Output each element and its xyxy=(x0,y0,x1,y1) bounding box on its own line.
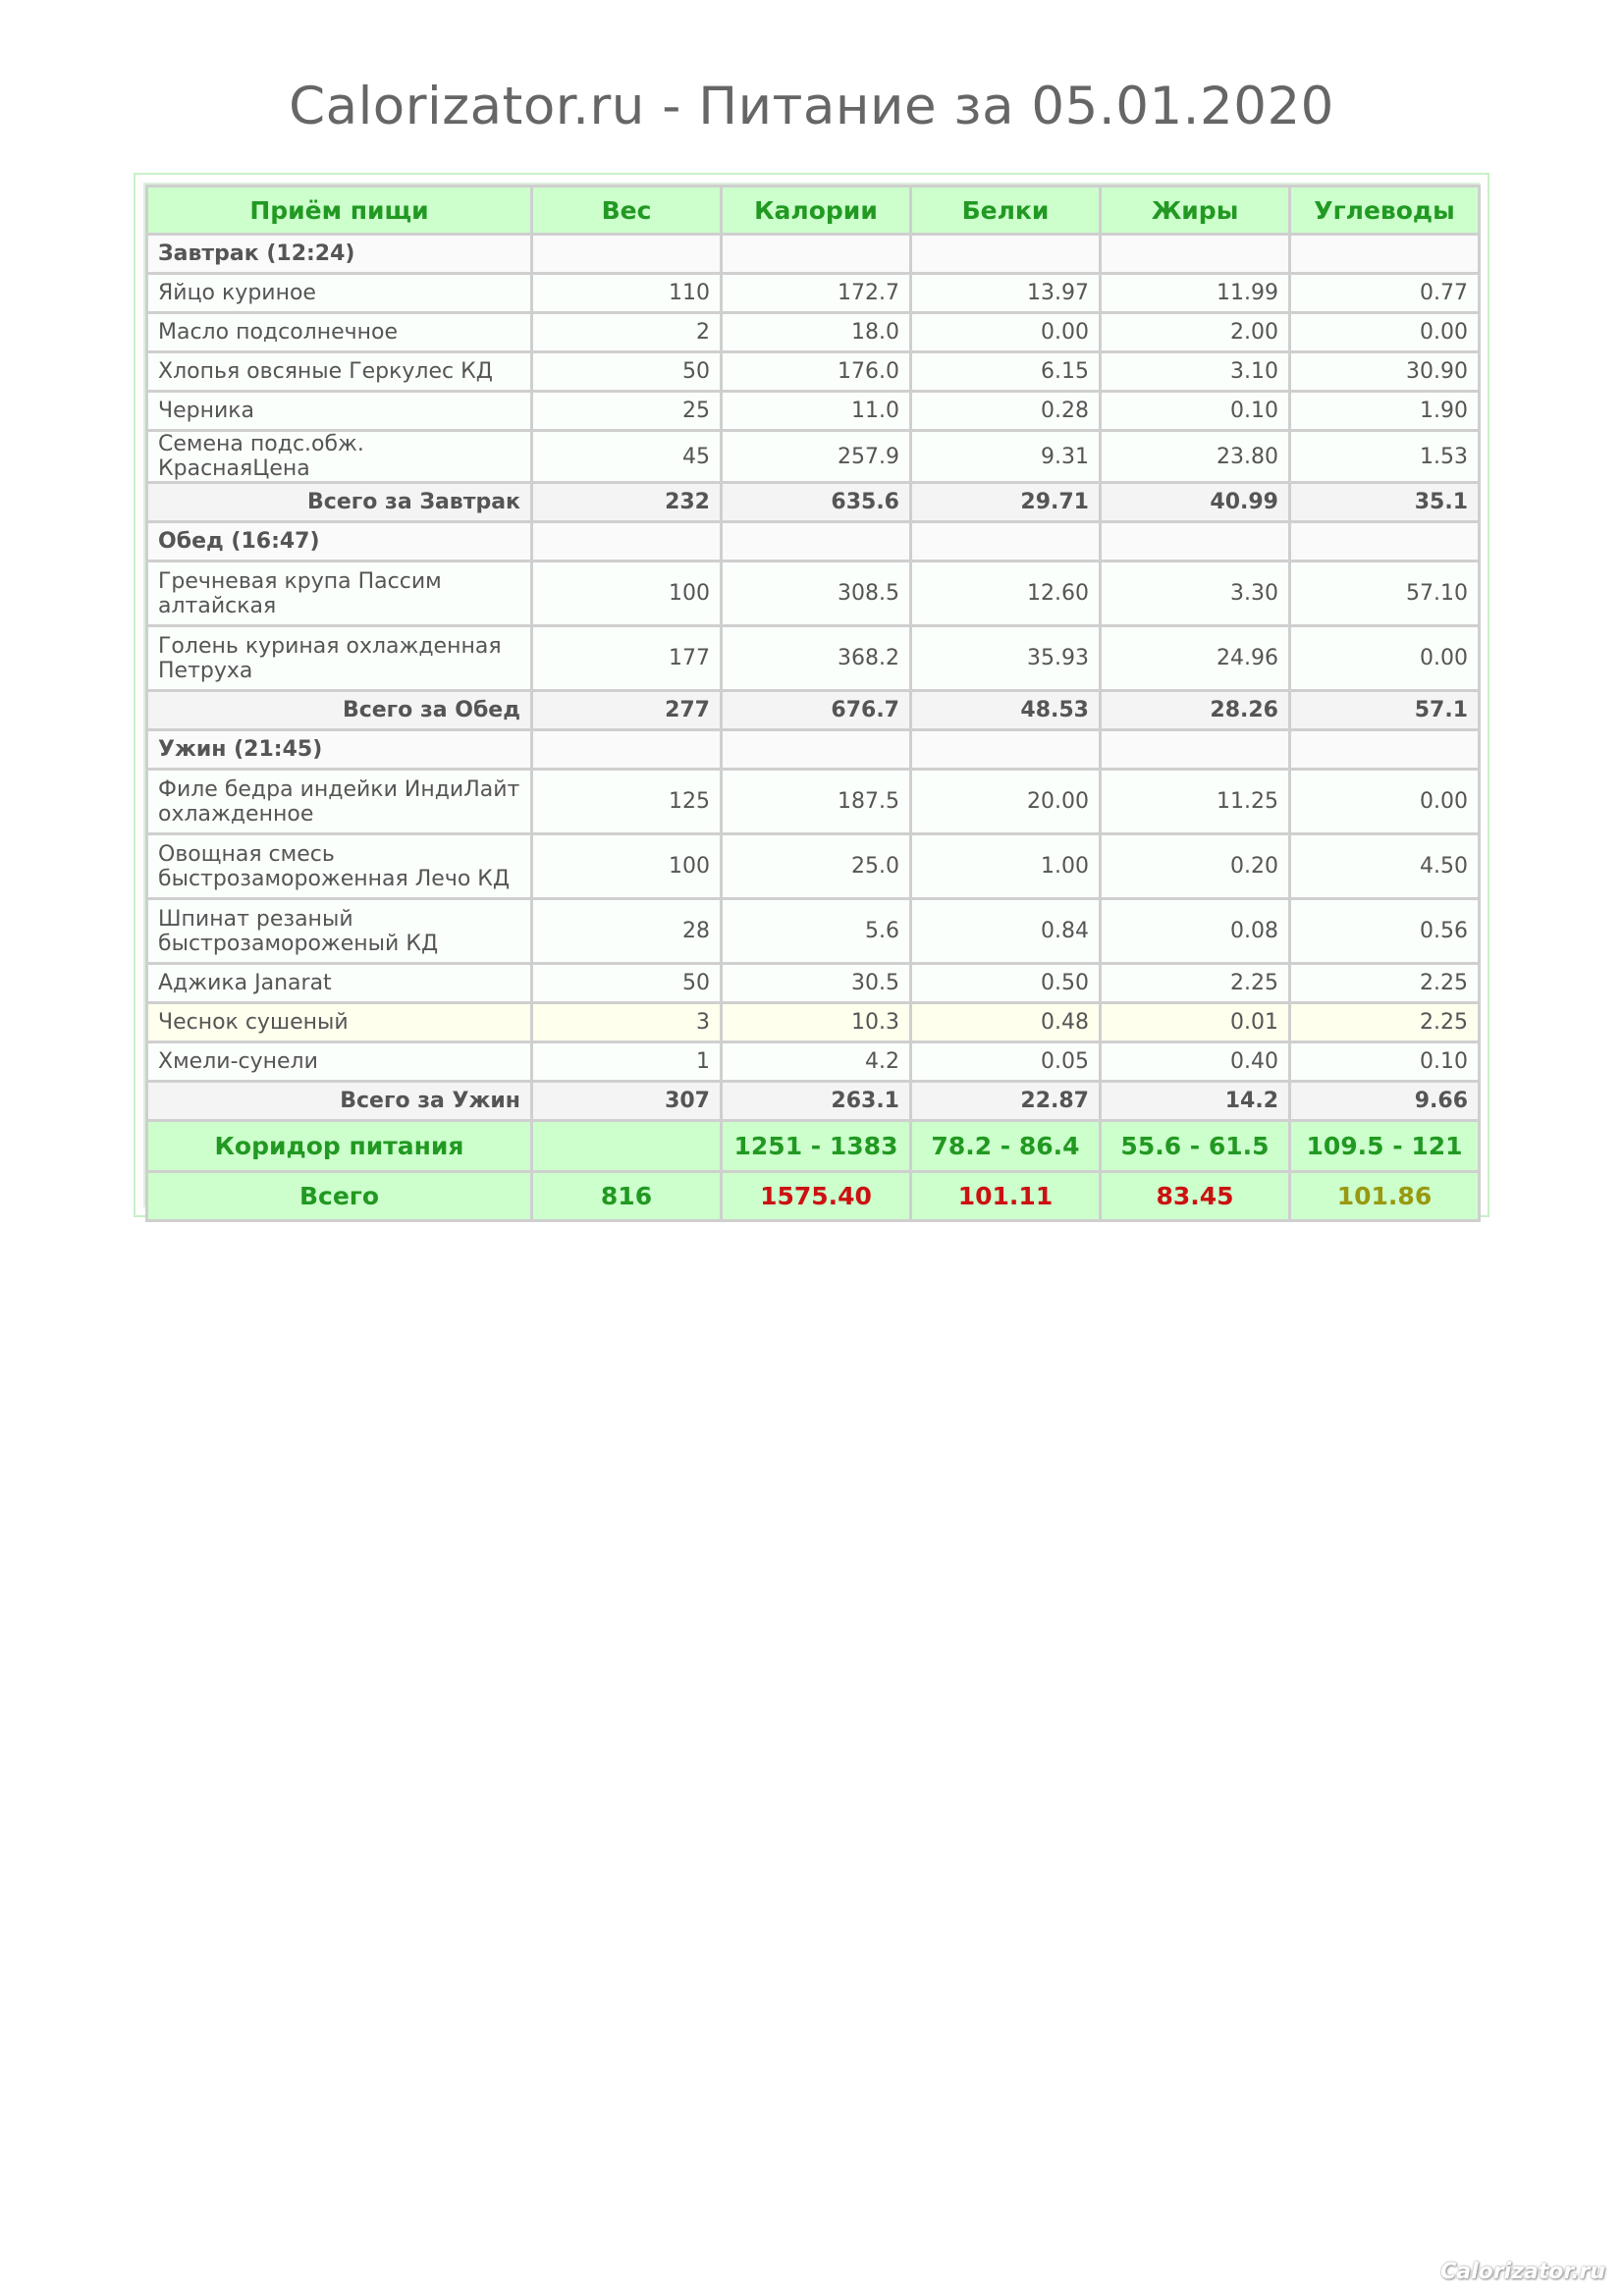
food-weight: 1 xyxy=(532,1042,722,1082)
food-weight: 28 xyxy=(532,899,722,964)
food-calories: 10.3 xyxy=(722,1003,911,1042)
food-name: Хмели-сунели xyxy=(147,1042,532,1082)
food-calories: 172.7 xyxy=(722,274,911,313)
meal-total-protein: 29.71 xyxy=(911,483,1101,522)
food-fat: 23.80 xyxy=(1101,431,1290,483)
meal-total-calories: 635.6 xyxy=(722,483,911,522)
food-calories: 4.2 xyxy=(722,1042,911,1082)
table-header-row xyxy=(147,187,1480,235)
food-weight: 45 xyxy=(532,431,722,483)
meal-header: Ужин (21:45) xyxy=(147,730,532,770)
food-protein: 6.15 xyxy=(911,352,1101,392)
meal-total-fat: 28.26 xyxy=(1101,691,1290,730)
food-row xyxy=(147,313,1480,352)
site-watermark: Calorizator.ru xyxy=(1440,2260,1605,2284)
grand-total-label: Всего xyxy=(147,1172,532,1221)
meal-total-weight: 232 xyxy=(532,483,722,522)
food-name: Филе бедра индейки ИндиЛайт охлажденное xyxy=(147,770,532,834)
meal-total-row xyxy=(147,1082,1480,1121)
meal-header: Обед (16:47) xyxy=(147,522,532,561)
meal-total-label: Всего за Ужин xyxy=(147,1082,532,1121)
meal-total-calories: 263.1 xyxy=(722,1082,911,1121)
food-row xyxy=(147,770,1480,834)
food-weight: 3 xyxy=(532,1003,722,1042)
food-carbs: 2.25 xyxy=(1290,964,1480,1003)
grand-total-calories: 1575.40 xyxy=(722,1172,911,1221)
column-header-fat: Жиры xyxy=(1101,187,1290,235)
food-fat: 2.25 xyxy=(1101,964,1290,1003)
food-protein: 0.00 xyxy=(911,313,1101,352)
meal-total-weight: 307 xyxy=(532,1082,722,1121)
corridor-calories: 1251 - 1383 xyxy=(722,1121,911,1172)
food-name: Черника xyxy=(147,392,532,431)
food-protein: 35.93 xyxy=(911,626,1101,691)
food-row xyxy=(147,392,1480,431)
meal-total-carbs: 35.1 xyxy=(1290,483,1480,522)
food-name: Чеснок сушеный xyxy=(147,1003,532,1042)
column-header-protein: Белки xyxy=(911,187,1101,235)
food-carbs: 0.56 xyxy=(1290,899,1480,964)
food-name: Масло подсолнечное xyxy=(147,313,532,352)
food-carbs: 1.90 xyxy=(1290,392,1480,431)
food-carbs: 1.53 xyxy=(1290,431,1480,483)
food-fat: 0.10 xyxy=(1101,392,1290,431)
food-fat: 0.20 xyxy=(1101,834,1290,899)
food-calories: 308.5 xyxy=(722,561,911,626)
corridor-label: Коридор питания xyxy=(147,1121,532,1172)
food-calories: 187.5 xyxy=(722,770,911,834)
food-name: Голень куриная охлажденная Петруха xyxy=(147,626,532,691)
grand-total-protein: 101.11 xyxy=(911,1172,1101,1221)
column-header-meal: Приём пищи xyxy=(147,187,532,235)
meal-total-protein: 22.87 xyxy=(911,1082,1101,1121)
meal-total-row xyxy=(147,483,1480,522)
food-protein: 9.31 xyxy=(911,431,1101,483)
food-protein: 0.48 xyxy=(911,1003,1101,1042)
food-weight: 25 xyxy=(532,392,722,431)
food-row xyxy=(147,274,1480,313)
food-fat: 24.96 xyxy=(1101,626,1290,691)
food-fat: 11.25 xyxy=(1101,770,1290,834)
grand-total-weight: 816 xyxy=(532,1172,722,1221)
food-protein: 13.97 xyxy=(911,274,1101,313)
meal-header-row xyxy=(147,235,1480,274)
food-fat: 3.30 xyxy=(1101,561,1290,626)
meal-total-protein: 48.53 xyxy=(911,691,1101,730)
meal-total-calories: 676.7 xyxy=(722,691,911,730)
food-calories: 176.0 xyxy=(722,352,911,392)
meal-total-fat: 14.2 xyxy=(1101,1082,1290,1121)
meal-total-label: Всего за Завтрак xyxy=(147,483,532,522)
nutrition-table xyxy=(145,185,1481,1222)
food-carbs: 0.00 xyxy=(1290,770,1480,834)
meal-header-row xyxy=(147,730,1480,770)
column-header-calories: Калории xyxy=(722,187,911,235)
corridor-fat: 55.6 - 61.5 xyxy=(1101,1121,1290,1172)
food-carbs: 0.00 xyxy=(1290,626,1480,691)
column-header-weight: Вес xyxy=(532,187,722,235)
food-fat: 0.08 xyxy=(1101,899,1290,964)
food-calories: 11.0 xyxy=(722,392,911,431)
food-protein: 1.00 xyxy=(911,834,1101,899)
food-row xyxy=(147,561,1480,626)
food-row xyxy=(147,352,1480,392)
food-weight: 177 xyxy=(532,626,722,691)
food-weight: 50 xyxy=(532,964,722,1003)
food-carbs: 2.25 xyxy=(1290,1003,1480,1042)
corridor-carbs: 109.5 - 121 xyxy=(1290,1121,1480,1172)
food-calories: 257.9 xyxy=(722,431,911,483)
food-carbs: 4.50 xyxy=(1290,834,1480,899)
food-weight: 2 xyxy=(532,313,722,352)
food-protein: 0.05 xyxy=(911,1042,1101,1082)
food-name: Семена подс.обж. КраснаяЦена xyxy=(147,431,532,483)
food-protein: 0.50 xyxy=(911,964,1101,1003)
page-title: Calorizator.ru - Питание за 05.01.2020 xyxy=(289,77,1334,136)
meal-total-weight: 277 xyxy=(532,691,722,730)
food-carbs: 57.10 xyxy=(1290,561,1480,626)
food-row xyxy=(147,1042,1480,1082)
food-name: Шпинат резаный быстрозамороженый КД xyxy=(147,899,532,964)
food-carbs: 30.90 xyxy=(1290,352,1480,392)
food-carbs: 0.10 xyxy=(1290,1042,1480,1082)
food-calories: 25.0 xyxy=(722,834,911,899)
food-calories: 18.0 xyxy=(722,313,911,352)
corridor-weight xyxy=(532,1121,722,1172)
food-protein: 0.28 xyxy=(911,392,1101,431)
food-calories: 30.5 xyxy=(722,964,911,1003)
meal-total-row xyxy=(147,691,1480,730)
food-row xyxy=(147,1003,1480,1042)
food-protein: 0.84 xyxy=(911,899,1101,964)
meal-header: Завтрак (12:24) xyxy=(147,235,532,274)
food-fat: 3.10 xyxy=(1101,352,1290,392)
corridor-protein: 78.2 - 86.4 xyxy=(911,1121,1101,1172)
grand-total-fat: 83.45 xyxy=(1101,1172,1290,1221)
food-row xyxy=(147,626,1480,691)
meal-total-carbs: 9.66 xyxy=(1290,1082,1480,1121)
food-name: Аджика Janarat xyxy=(147,964,532,1003)
food-fat: 0.40 xyxy=(1101,1042,1290,1082)
food-name: Яйцо куриное xyxy=(147,274,532,313)
food-fat: 2.00 xyxy=(1101,313,1290,352)
nutrition-corridor-row xyxy=(147,1121,1480,1172)
meal-total-fat: 40.99 xyxy=(1101,483,1290,522)
food-carbs: 0.77 xyxy=(1290,274,1480,313)
food-row xyxy=(147,964,1480,1003)
food-weight: 100 xyxy=(532,834,722,899)
meal-total-carbs: 57.1 xyxy=(1290,691,1480,730)
food-name: Гречневая крупа Пассим алтайская xyxy=(147,561,532,626)
food-calories: 368.2 xyxy=(722,626,911,691)
food-weight: 110 xyxy=(532,274,722,313)
food-weight: 50 xyxy=(532,352,722,392)
food-calories: 5.6 xyxy=(722,899,911,964)
column-header-carbs: Углеводы xyxy=(1290,187,1480,235)
grand-total-row xyxy=(147,1172,1480,1221)
food-name: Овощная смесь быстрозамороженная Лечо КД xyxy=(147,834,532,899)
meal-total-label: Всего за Обед xyxy=(147,691,532,730)
food-weight: 125 xyxy=(532,770,722,834)
food-name: Хлопья овсяные Геркулес КД xyxy=(147,352,532,392)
food-protein: 12.60 xyxy=(911,561,1101,626)
food-carbs: 0.00 xyxy=(1290,313,1480,352)
food-fat: 0.01 xyxy=(1101,1003,1290,1042)
food-protein: 20.00 xyxy=(911,770,1101,834)
food-row xyxy=(147,899,1480,964)
meal-header-row xyxy=(147,522,1480,561)
grand-total-carbs: 101.86 xyxy=(1290,1172,1480,1221)
food-row xyxy=(147,431,1480,483)
food-fat: 11.99 xyxy=(1101,274,1290,313)
food-row xyxy=(147,834,1480,899)
food-weight: 100 xyxy=(532,561,722,626)
